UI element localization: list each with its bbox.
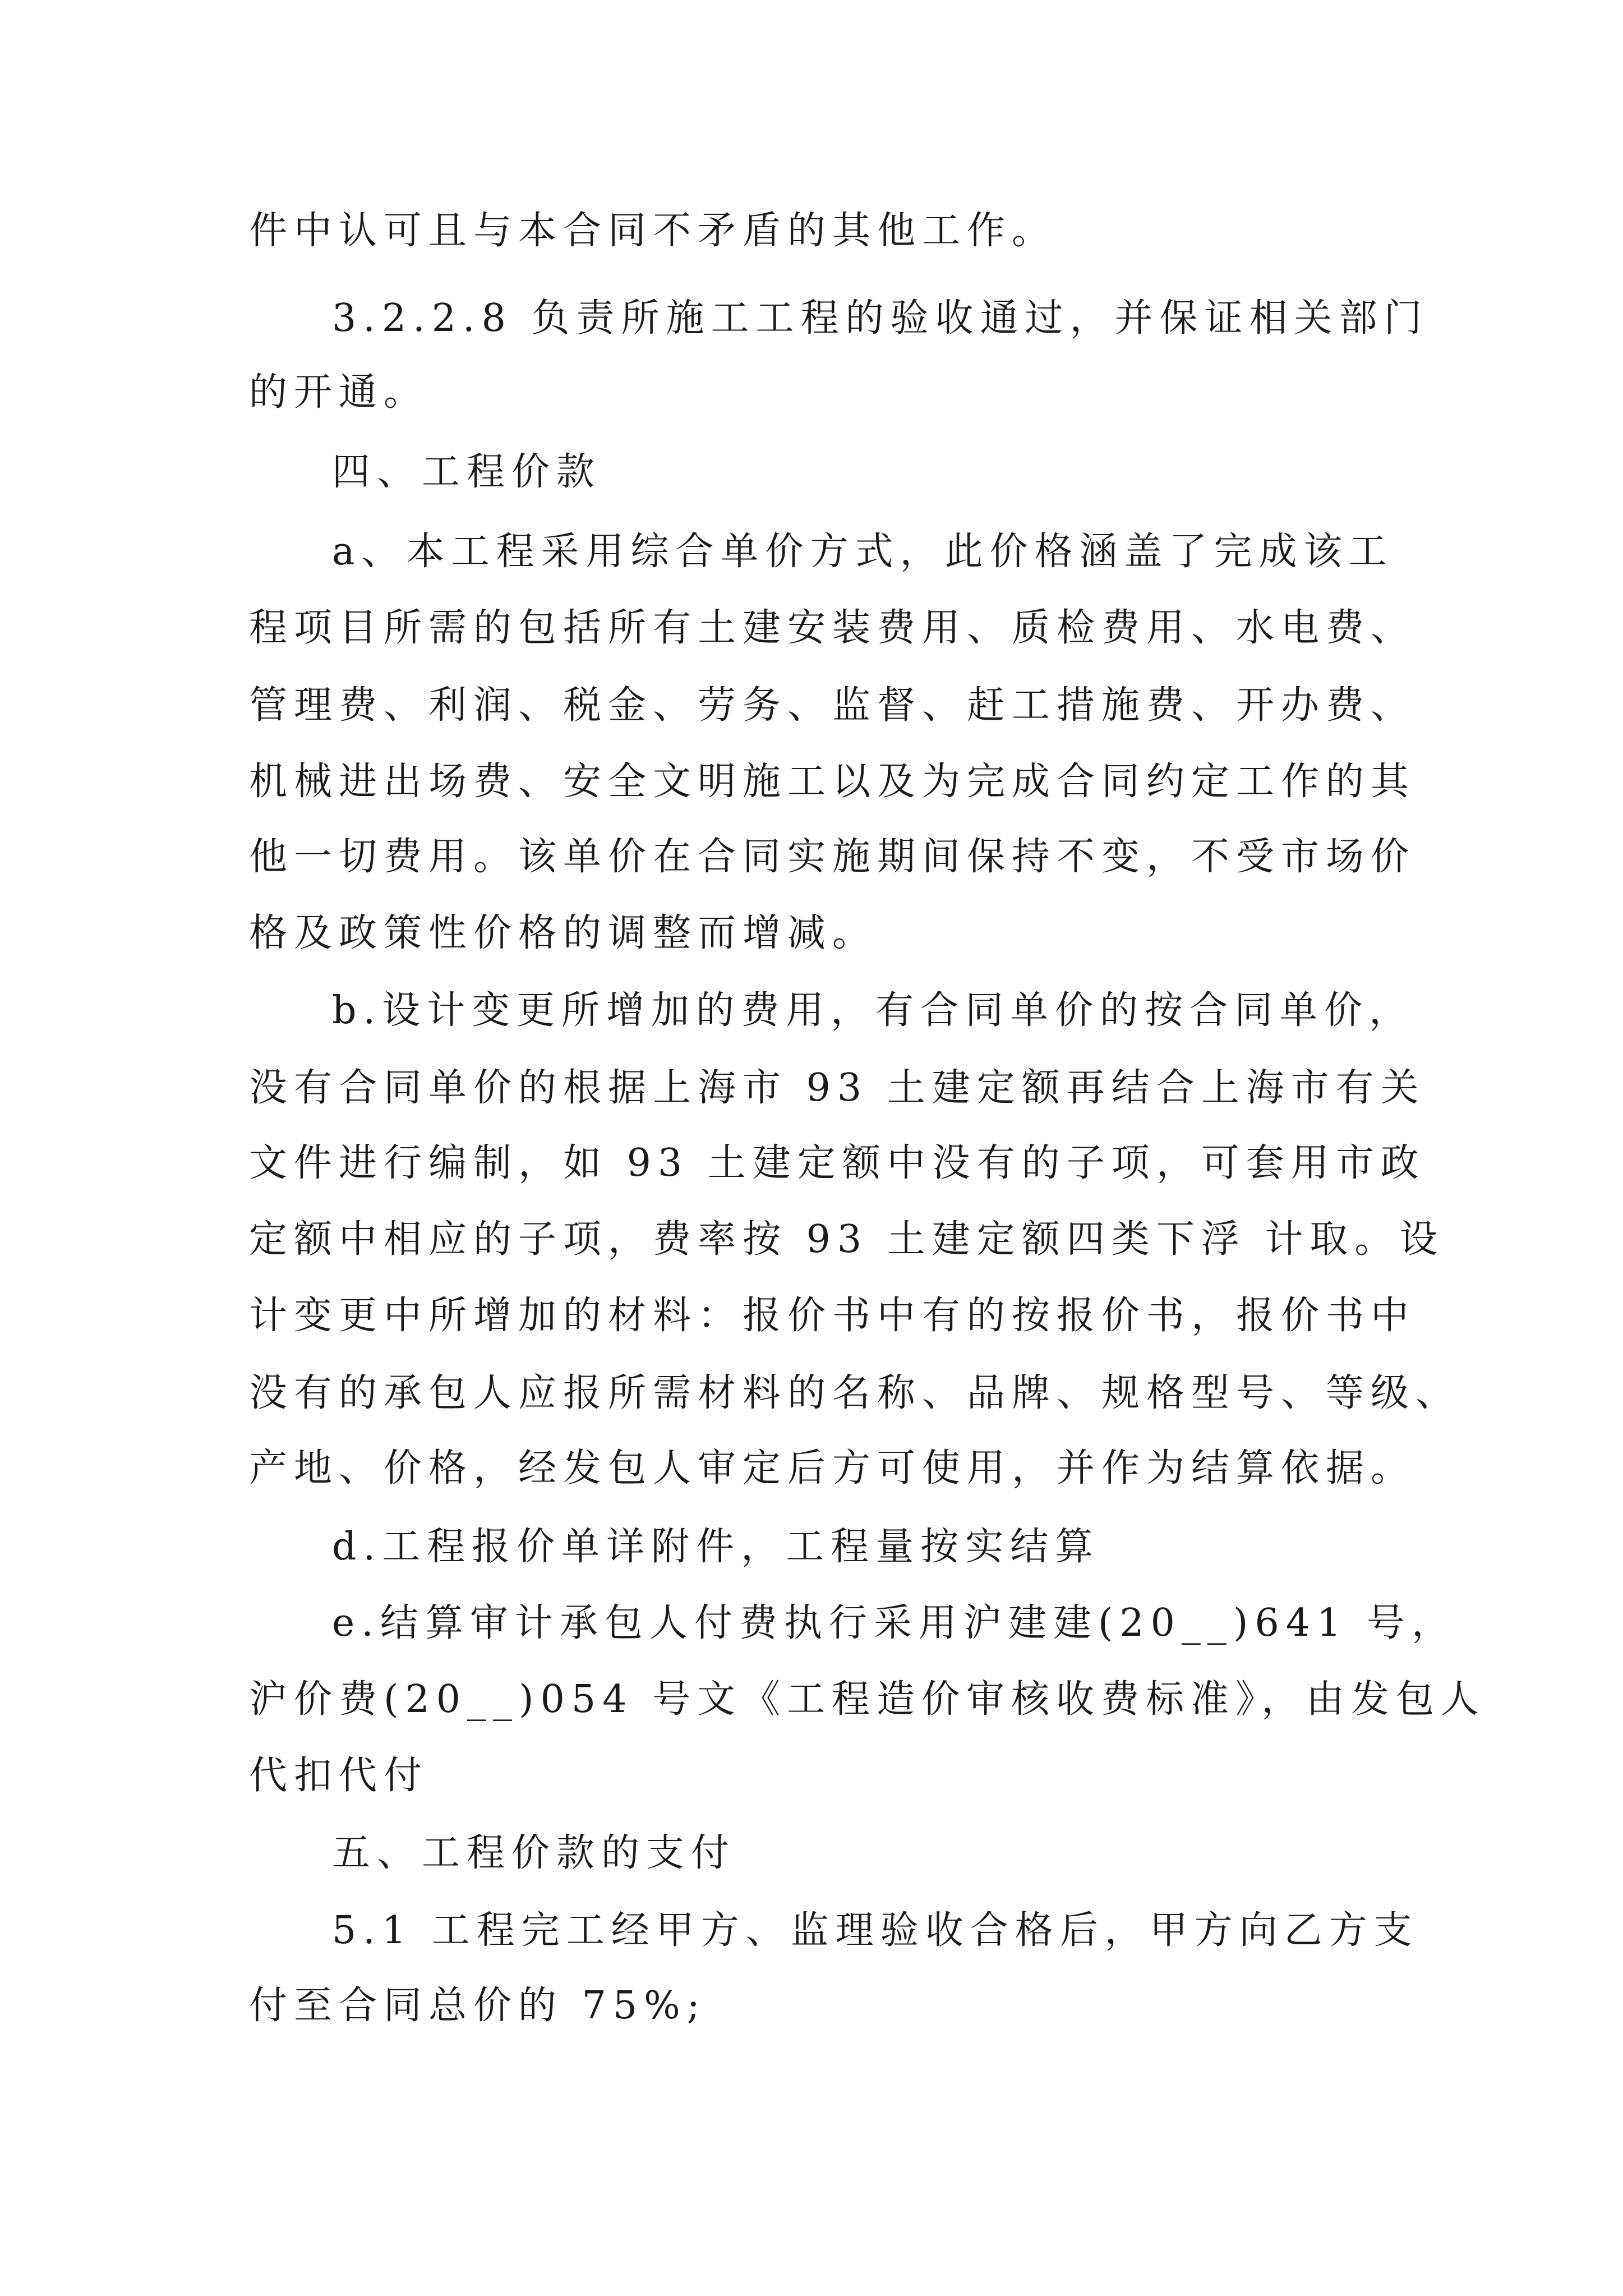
clause-d-line: d.工程报价单详附件，工程量按实结算 bbox=[332, 1525, 1100, 1569]
clause-a-line: a、本工程采用综合单价方式，此价格涵盖了完成该工 bbox=[332, 530, 1394, 574]
text-line: 产地、价格，经发包人审定后方可使用，并作为结算依据。 bbox=[249, 1446, 1416, 1490]
text-line: 程项目所需的包括所有土建安装费用、质检费用、水电费、 bbox=[249, 606, 1416, 650]
text-line: 沪价费(20__)054 号文《工程造价审核收费标准》，由发包人 bbox=[249, 1677, 1486, 1722]
text-line: 格及政策性价格的调整而增减。 bbox=[249, 911, 878, 955]
text-line: 文件进行编制，如 93 土建定额中没有的子项，可套用市政 bbox=[249, 1141, 1426, 1185]
text-line: 没有的承包人应报所需材料的名称、品牌、规格型号、等级、 bbox=[249, 1371, 1461, 1415]
text-line: 管理费、利润、税金、劳务、监督、赶工措施费、开办费、 bbox=[249, 683, 1416, 728]
text-line: 没有合同单价的根据上海市 93 土建定额再结合上海市有关 bbox=[249, 1066, 1426, 1110]
text-line: 他一切费用。该单价在合同实施期间保持不变，不受市场价 bbox=[249, 835, 1416, 879]
text-line: 机械进出场费、安全文明施工以及为完成合同约定工作的其 bbox=[249, 760, 1416, 804]
clause-3-2-2-8-line: 3.2.2.8 负责所施工工程的验收通过，并保证相关部门 bbox=[332, 296, 1429, 341]
clause-e-line: e.结算审计承包人付费执行采用沪建建(20__)641 号， bbox=[332, 1601, 1456, 1645]
text-line: 计变更中所增加的材料：报价书中有的按报价书，报价书中 bbox=[249, 1294, 1416, 1338]
clause-5-1-line: 5.1 工程完工经甲方、监理验收合格后，甲方向乙方支 bbox=[332, 1908, 1419, 1953]
text-line: 的开通。 bbox=[249, 370, 429, 415]
text-line: 定额中相应的子项，费率按 93 土建定额四类下浮 计取。设 bbox=[249, 1217, 1445, 1262]
clause-b-line: b.设计变更所增加的费用，有合同单价的按合同单价， bbox=[332, 988, 1414, 1033]
section-heading-5: 五、工程价款的支付 bbox=[332, 1831, 736, 1875]
section-heading-4: 四、工程价款 bbox=[332, 450, 602, 494]
text-line: 付至合同总价的 75%; bbox=[249, 1984, 707, 2028]
text-line: 代扣代付 bbox=[249, 1754, 429, 1798]
text-line: 件中认可且与本合同不矛盾的其他工作。 bbox=[249, 209, 1057, 253]
